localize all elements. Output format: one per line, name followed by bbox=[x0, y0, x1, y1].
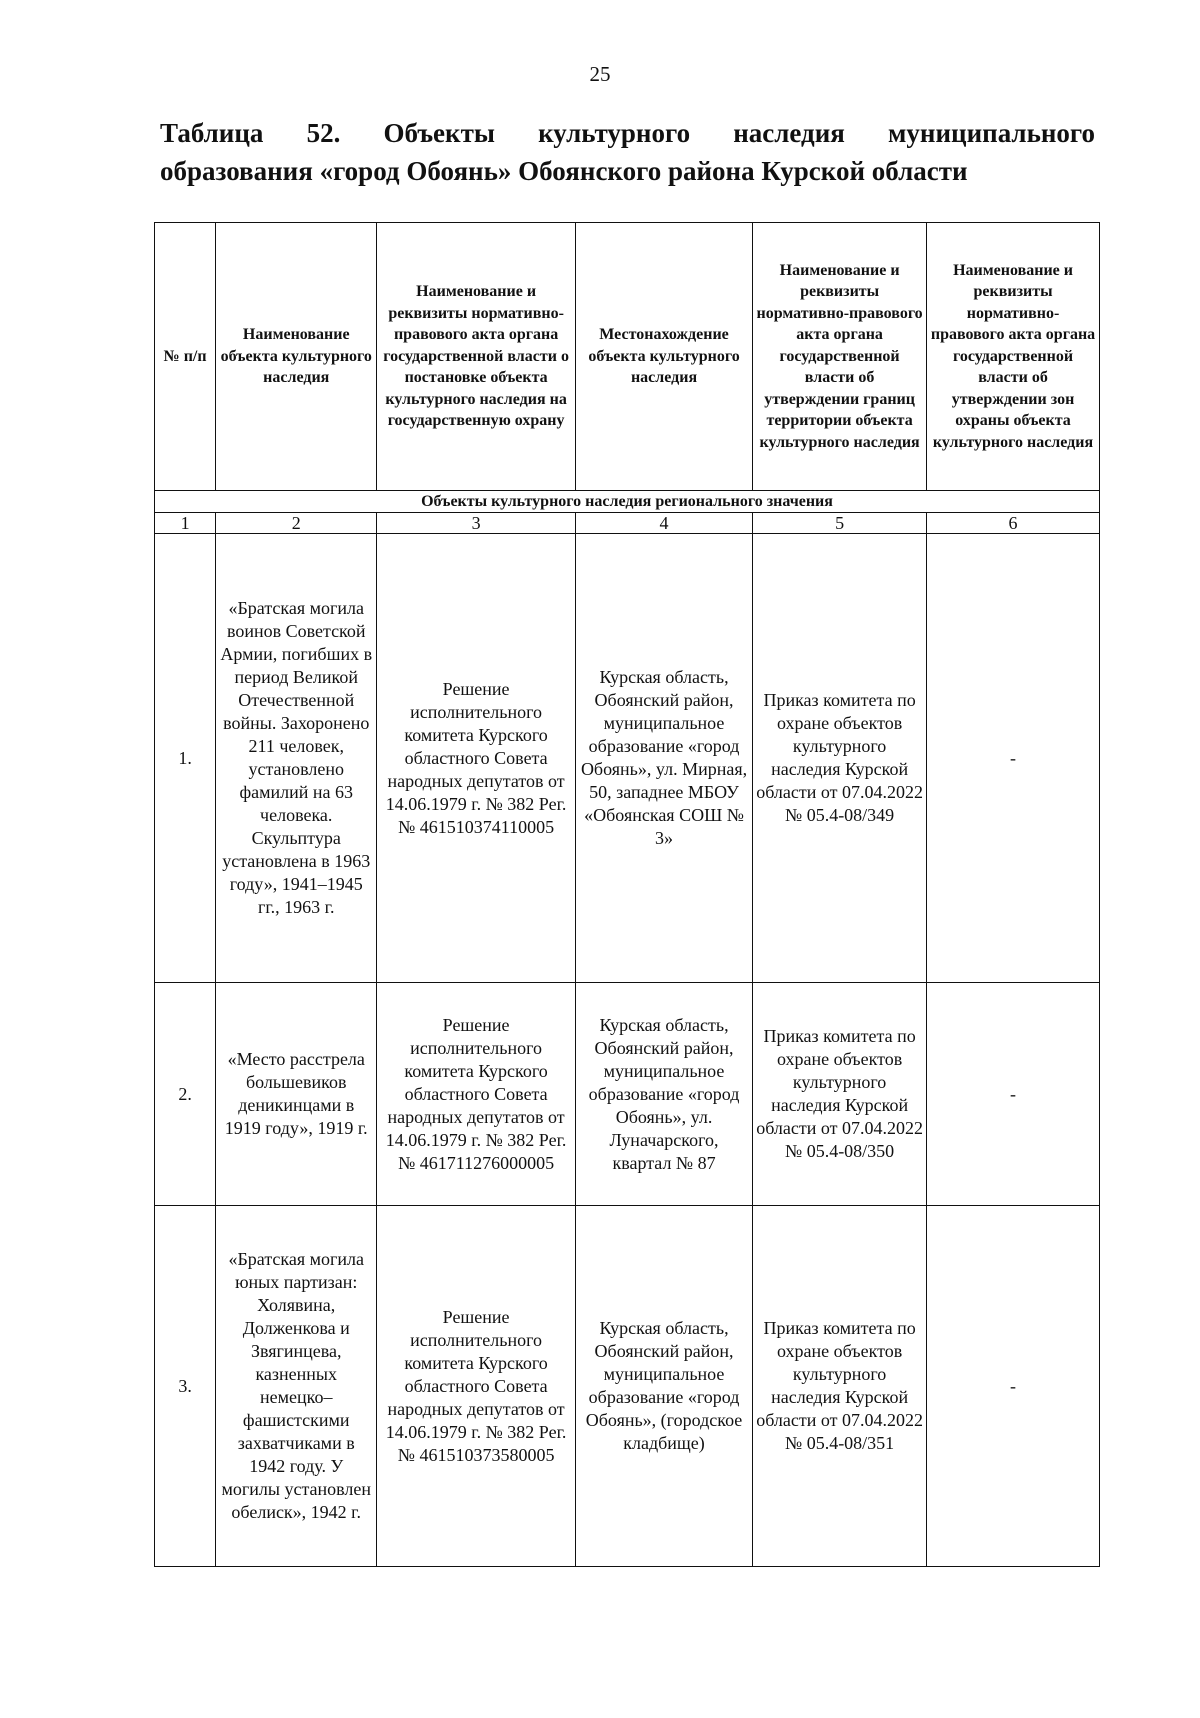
column-numbers-row bbox=[155, 513, 1100, 534]
column-number: 3 bbox=[377, 513, 576, 534]
header-row bbox=[155, 223, 1100, 491]
header-protection-act: Наименование и реквизиты нормативно-правового акта органа государственной власти о постановке объекта культурного наследия на государственную охрану bbox=[377, 223, 576, 491]
boundaries-act: Приказ комитета по охране объектов культурного наследия Курской области от 07.04.2022 № 05.4-08/350 bbox=[753, 983, 927, 1206]
section-row bbox=[155, 491, 1100, 513]
object-name: «Место расстрела большевиков деникинцами в 1919 году», 1919 г. bbox=[216, 983, 377, 1206]
table-row bbox=[155, 1206, 1100, 1567]
table-title-line-2: образования «город Обоянь» Обоянского района Курской области bbox=[160, 156, 968, 186]
table-row bbox=[155, 534, 1100, 983]
header-boundaries-act: Наименование и реквизиты нормативно-правового акта органа государственной власти об утверждении границ территории объекта культурного наследия bbox=[753, 223, 927, 491]
location: Курская область, Обоянский район, муниципальное образование «город Обоянь», ул. Луначарского, квартал № 87 bbox=[575, 983, 752, 1206]
column-number: 1 bbox=[155, 513, 216, 534]
row-number: 2. bbox=[155, 983, 216, 1206]
table-title bbox=[160, 114, 1095, 190]
section-title: Объекты культурного наследия регионального значения bbox=[155, 491, 1100, 513]
header-object-name: Наименование объекта культурного наследия bbox=[216, 223, 377, 491]
row-number: 1. bbox=[155, 534, 216, 983]
zones-act: - bbox=[927, 983, 1100, 1206]
protection-act: Решение исполнительного комитета Курского областного Совета народных депутатов от 14.06.1979 г. № 382 Рег. № 461510374110005 bbox=[377, 534, 576, 983]
column-number: 5 bbox=[753, 513, 927, 534]
heritage-table bbox=[154, 222, 1100, 1567]
table-title-line-1: Таблица 52. Объекты культурного наследия муниципального bbox=[160, 118, 1095, 148]
zones-act: - bbox=[927, 1206, 1100, 1567]
protection-act: Решение исполнительного комитета Курского областного Совета народных депутатов от 14.06.1979 г. № 382 Рег. № 461711276000005 bbox=[377, 983, 576, 1206]
zones-act: - bbox=[927, 534, 1100, 983]
object-name: «Братская могила юных партизан: Холявина, Долженкова и Звягинцева, казненных немецко–фашистскими захватчиками в 1942 году. У могилы установлен обелиск», 1942 г. bbox=[216, 1206, 377, 1567]
column-number: 6 bbox=[927, 513, 1100, 534]
row-number: 3. bbox=[155, 1206, 216, 1567]
boundaries-act: Приказ комитета по охране объектов культурного наследия Курской области от 07.04.2022 № 05.4-08/349 bbox=[753, 534, 927, 983]
column-number: 4 bbox=[575, 513, 752, 534]
location: Курская область, Обоянский район, муниципальное образование «город Обоянь», ул. Мирная, 50, западнее МБОУ «Обоянская СОШ № 3» bbox=[575, 534, 752, 983]
object-name: «Братская могила воинов Советской Армии, погибших в период Великой Отечественной войны. Захоронено 211 человек, установлено фамилий на 63 человека. Скульптура установлена в 1963 году», 1941–1945 гг., 1963 г. bbox=[216, 534, 377, 983]
header-zones-act: Наименование и реквизиты нормативно-правового акта органа государственной власти об утверждении зон охраны объекта культурного наследия bbox=[927, 223, 1100, 491]
protection-act: Решение исполнительного комитета Курского областного Совета народных депутатов от 14.06.1979 г. № 382 Рег. № 461510373580005 bbox=[377, 1206, 576, 1567]
header-number: № п/п bbox=[155, 223, 216, 491]
page-number: 25 bbox=[589, 62, 611, 86]
table-row bbox=[155, 983, 1100, 1206]
location: Курская область, Обоянский район, муниципальное образование «город Обоянь», (городское кладбище) bbox=[575, 1206, 752, 1567]
column-number: 2 bbox=[216, 513, 377, 534]
boundaries-act: Приказ комитета по охране объектов культурного наследия Курской области от 07.04.2022 № 05.4-08/351 bbox=[753, 1206, 927, 1567]
header-location: Местонахождение объекта культурного наследия bbox=[575, 223, 752, 491]
